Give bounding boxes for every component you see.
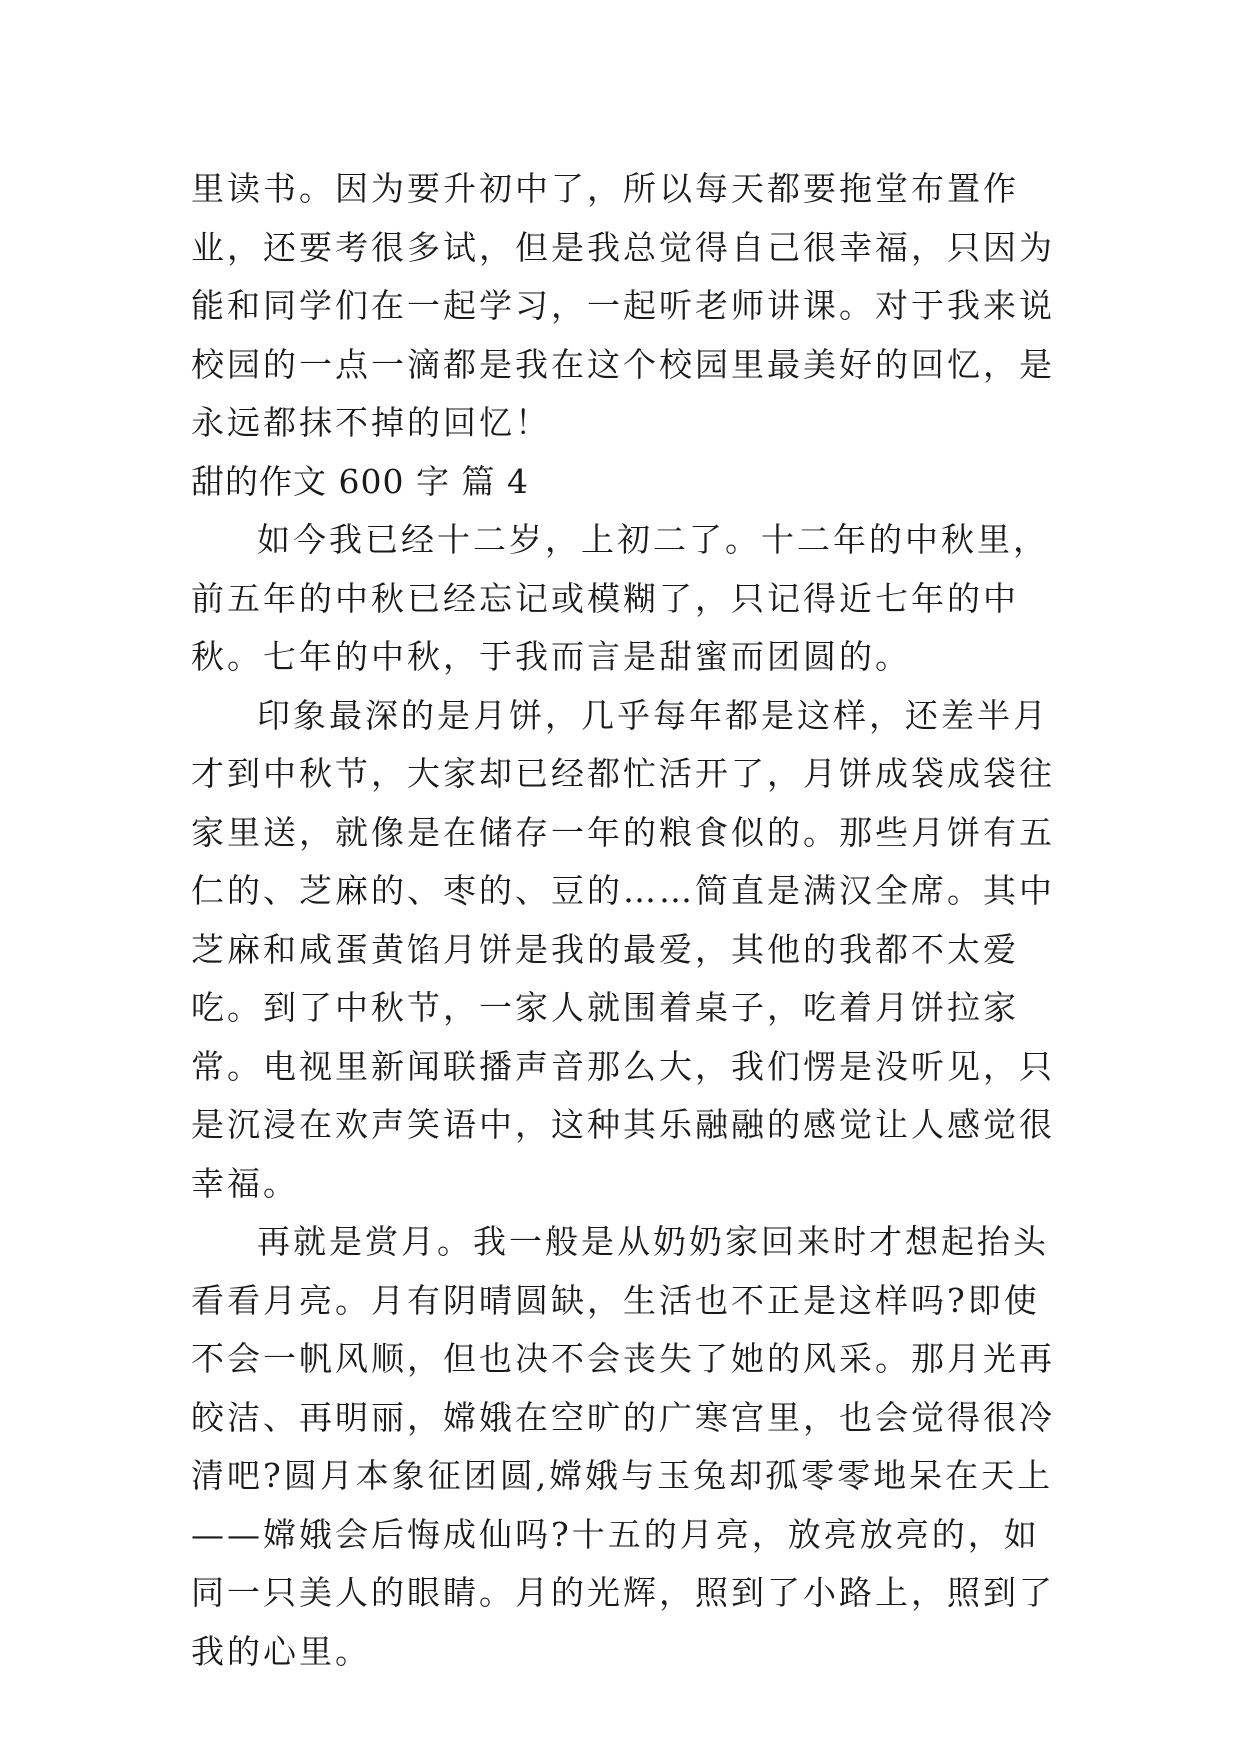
document-body (191, 160, 1066, 1681)
paragraph-1: 如今我已经十二岁，上初二了。十二年的中秋里，前五年的中秋已经忘记或模糊了，只记得近七年的中秋。七年的中秋，于我而言是甜蜜而团圆的。 (191, 520, 1049, 676)
continuation-paragraph: 里读书。因为要升初中了，所以每天都要拖堂布置作业，还要考很多试，但是我总觉得自己很幸福，只因为能和同学们在一起学习，一起听老师讲课。对于我来说校园的一点一滴都是我在这个校园里最美好的回忆，是永远都抹不掉的回忆！ (191, 169, 1055, 442)
section-heading: 甜的作文 600 字 篇 4 (191, 461, 529, 501)
paragraph-3: 再就是赏月。我一般是从奶奶家回来时才想起抬头看看月亮。月有阴晴圆缺，生活也不正是这样吗?即使不会一帆风顺，但也决不会丧失了她的风采。那月光再皎洁、再明丽，嫦娥在空旷的广寒宫里，也会觉得很冷清吧?圆月本象征团圆,嫦娥与玉兔却孤零零地呆在天上——嫦娥会后悔成仙吗?十五的月亮，放亮放亮的，如同一只美人的眼睛。月的光辉，照到了小路上，照到了我的心里。 (191, 1222, 1055, 1671)
paragraph-2: 印象最深的是月饼，几乎每年都是这样，还差半月才到中秋节，大家却已经都忙活开了，月饼成袋成袋往家里送，就像是在储存一年的粮食似的。那些月饼有五仁的、芝麻的、枣的、豆的……简直是满汉全席。其中芝麻和咸蛋黄馅月饼是我的最爱，其他的我都不太爱吃。到了中秋节，一家人就围着桌子，吃着月饼拉家常。电视里新闻联播声音那么大，我们愣是没听见，只是沉浸在欢声笑语中，这种其乐融融的感觉让人感觉很幸福。 (191, 695, 1055, 1203)
